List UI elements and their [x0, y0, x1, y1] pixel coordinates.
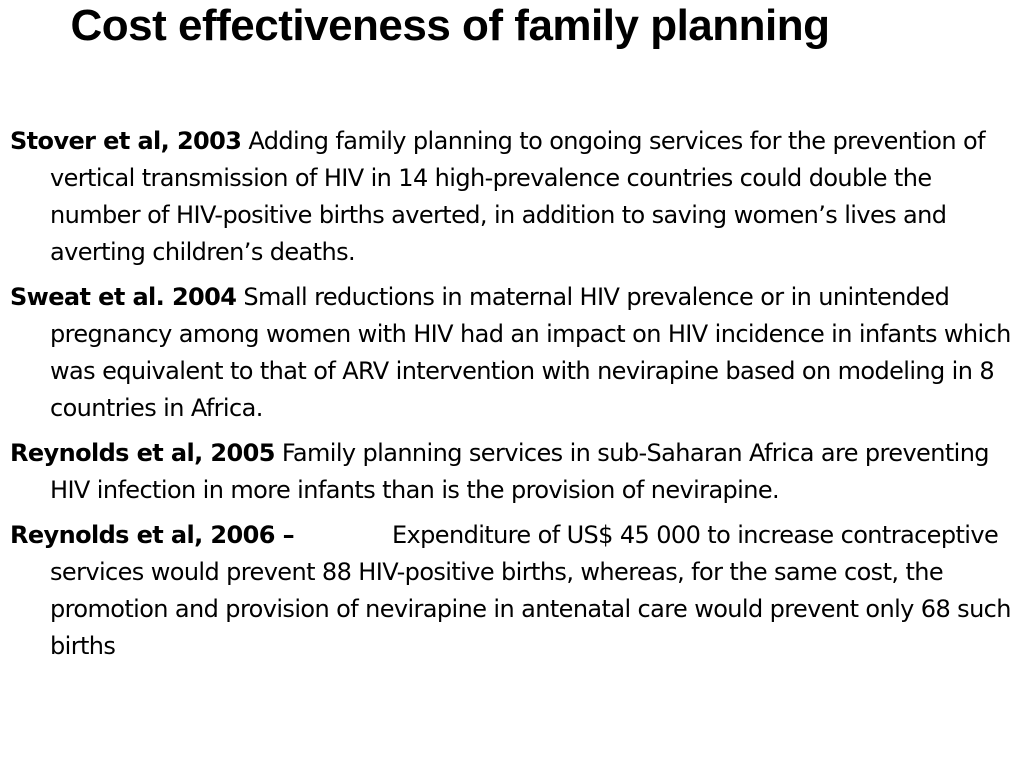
entry-text: Adding family planning to ongoing services for the prevention of vertical transmission of HIV in 14 high-prevalence countries could double the number of HIV-positive births averted, in addition to saving women’s lives and averting children’s deaths. — [50, 127, 985, 266]
entry-text: Small reductions in maternal HIV prevalence or in unintended pregnancy among women with HIV had an impact on HIV incidence in infants which was equivalent to that of ARV intervention with nevirapine based on modeling in 8 countries in Africa. — [50, 283, 1011, 422]
entry-text: Family planning services in sub-Saharan Africa are preventing HIV infection in more infants than is the provision of nevirapine. — [50, 439, 989, 504]
entry-text: Expenditure of US$ 45 000 to increase contraceptive services would prevent 88 HIV-positive births, whereas, for the same cost, the promotion and provision of nevirapine in antenatal care would prevent only 68 such births — [50, 521, 1011, 660]
entry-reynolds-2005 — [10, 435, 1015, 509]
entry-citation: Reynolds et al, 2005 — [10, 439, 275, 467]
entry-sweat-2004 — [10, 279, 1015, 427]
entry-citation: Sweat et al. 2004 — [10, 283, 237, 311]
slide-title: Cost effectiveness of family planning — [70, 1, 830, 50]
entry-reynolds-2006 — [10, 517, 1015, 665]
entry-citation: Reynolds et al, 2006 – — [10, 521, 294, 549]
slide-body — [10, 123, 1015, 673]
entry-citation: Stover et al, 2003 — [10, 127, 242, 155]
entry-stover-2003 — [10, 123, 1015, 271]
